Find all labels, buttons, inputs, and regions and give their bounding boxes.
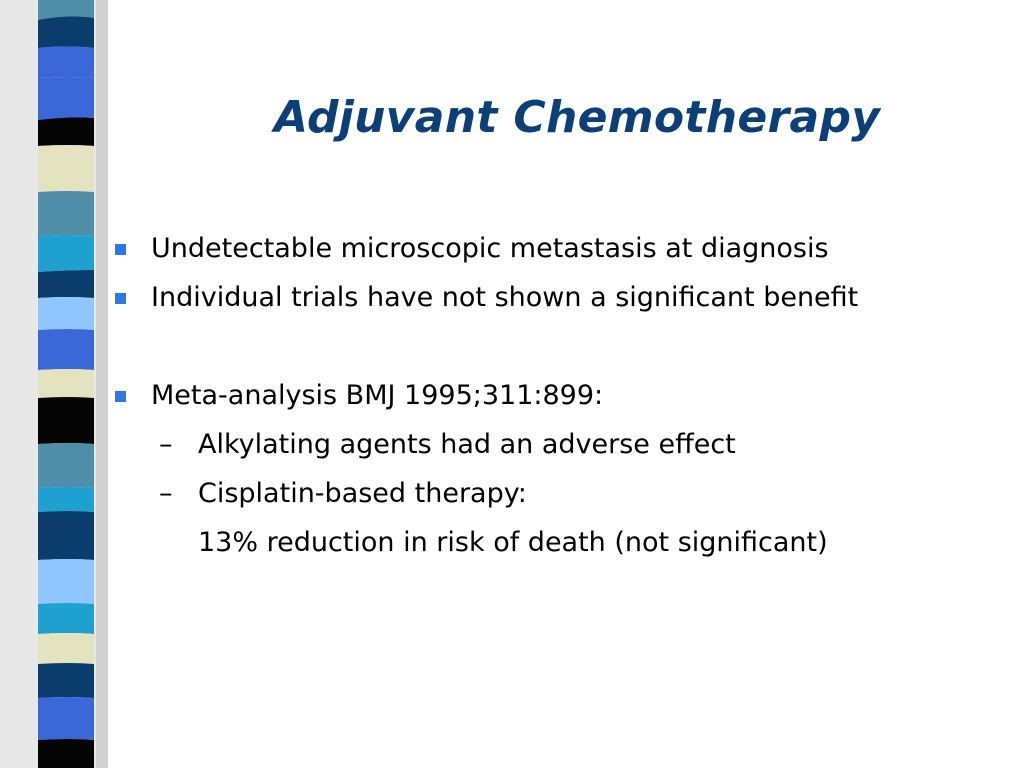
bullet-text-2: Individual trials have not shown a significant benefit (151, 282, 859, 313)
square-bullet-icon (115, 293, 126, 304)
slide-content (112, 224, 1012, 567)
left-decorative-stripe (0, 0, 118, 768)
slide-title: Adjuvant Chemotherapy (274, 92, 881, 143)
square-bullet-icon (115, 244, 126, 255)
bullet-item-3 (112, 371, 1012, 420)
left-stripe-graphic (0, 0, 118, 768)
subbullet-continuation (112, 518, 1012, 567)
subbullet-text-1: Alkylating agents had an adverse effect (198, 429, 736, 460)
dash-bullet-icon: – (159, 429, 173, 460)
blank-spacer-line (112, 322, 1012, 371)
subbullet-item-2 (112, 469, 1012, 518)
subbullet-item-1 (112, 420, 1012, 469)
bullet-text-3: Meta-analysis BMJ 1995;311:899: (151, 380, 604, 411)
bullet-item-2 (112, 273, 1012, 322)
dash-bullet-icon: – (159, 478, 173, 509)
bullet-text-1: Undetectable microscopic metastasis at diagnosis (151, 233, 829, 264)
square-bullet-icon (115, 391, 126, 402)
continuation-text: 13% reduction in risk of death (not significant) (198, 527, 828, 558)
subbullet-text-2: Cisplatin-based therapy: (198, 478, 527, 509)
bullet-item-1 (112, 224, 1012, 273)
